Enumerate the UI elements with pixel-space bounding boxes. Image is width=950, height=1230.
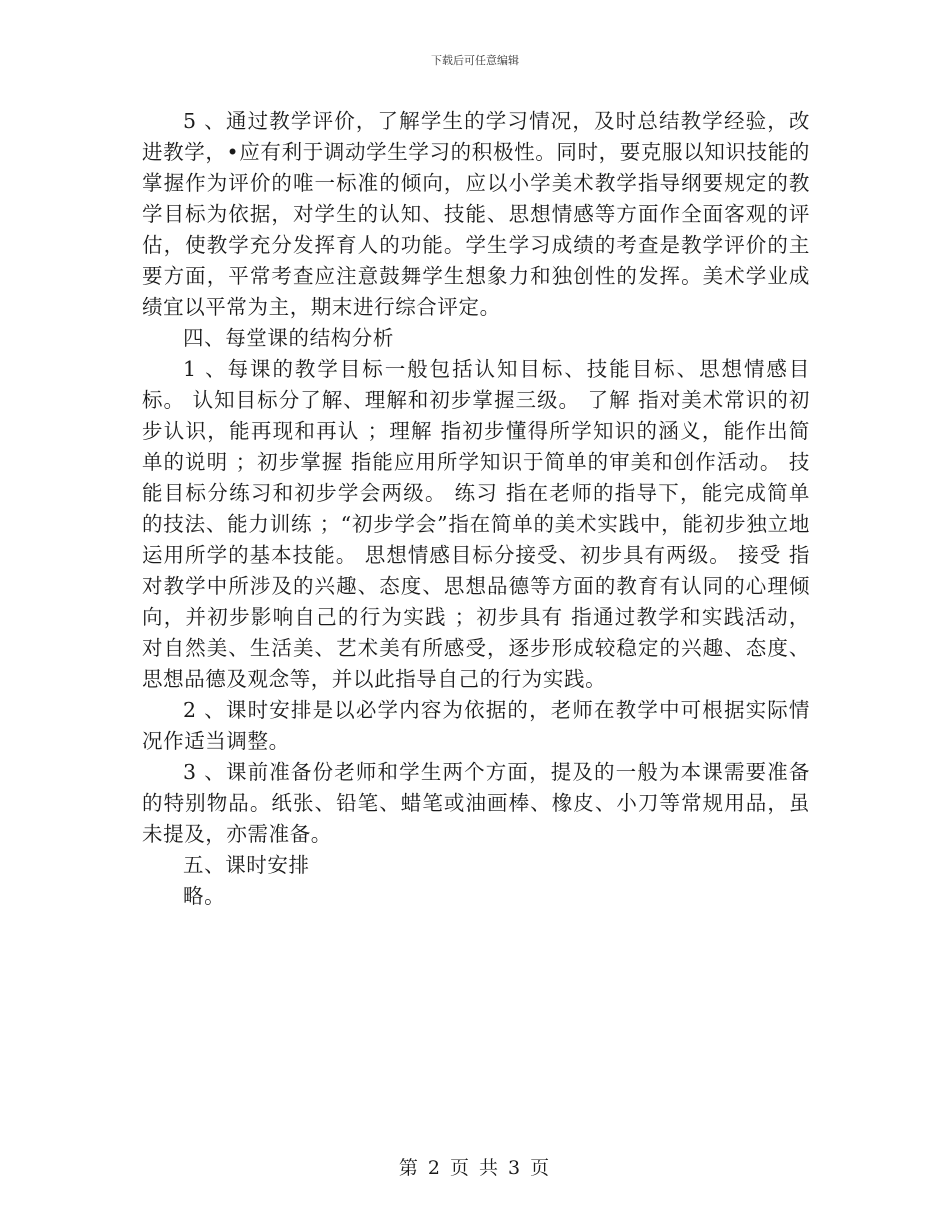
page-number-footer: 第 2 页 共 3 页 (398, 1157, 552, 1179)
paragraph-class-hours: 2 、课时安排是以必学内容为依据的，老师在教学中可根据实际情况作适当调整。 (142, 698, 810, 753)
document-body (142, 106, 810, 912)
page-header: 下载后可任意编辑 (431, 54, 519, 67)
paragraph-teaching-goals: 1 、每课的教学目标一般包括认知目标、技能目标、思想情感目标。 认知目标分了解、理解和初步掌握三级。 了解 指对美术常识的初步认识，能再现和再认 ；理解 指初步懂得所学知识的涵义，能作出简单的说明 ；初步掌握 指能应用所学知识于简单的审美和创作活动。 技能目标分练习和初步学会两级。 练习 指在老师的指导下，能完成简单的技法、能力训练 ；“初步学会”指在简单的美术实践中，能初步独立地运用所学的基本技能。 思想情感目标分接受、初步具有两级。 接受 指对教学中所涉及的兴趣、态度、思想品德等方面的教育有认同的心理倾向，并初步影响自己的行为实践 ；初步具有 指通过教学和实践活动，对自然美、生活美、艺术美有所感受，逐步形成较稳定的兴趣、态度、思想品德及观念等，并以此指导自己的行为实践。 (142, 357, 810, 691)
section-heading-lesson-structure: 四、每堂课的结构分析 (183, 326, 394, 350)
paragraph-preparation: 3 、课前准备份老师和学生两个方面，提及的一般为本课需要准备的特别物品。纸张、铅笔、蜡笔或油画棒、橡皮、小刀等常规用品，虽未提及，亦需准备。 (142, 760, 810, 846)
section-heading-schedule: 五、课时安排 (183, 853, 310, 877)
paragraph-omitted: 略。 (183, 884, 226, 908)
paragraph-evaluation: 5 、通过教学评价，了解学生的学习情况，及时总结教学经验，改进教学，•应有利于调动学生学习的积极性。同时，要克服以知识技能的掌握作为评价的唯一标准的倾向，应以小学美术教学指导纲要规定的教学目标为依据，对学生的认知、技能、思想情感等方面作全面客观的评估，使教学充分发挥育人的功能。学生学习成绩的考查是教学评价的主要方面，平常考查应注意鼓舞学生想象力和独创性的发挥。美术学业成绩宜以平常为主，期末进行综合评定。 (142, 109, 810, 319)
